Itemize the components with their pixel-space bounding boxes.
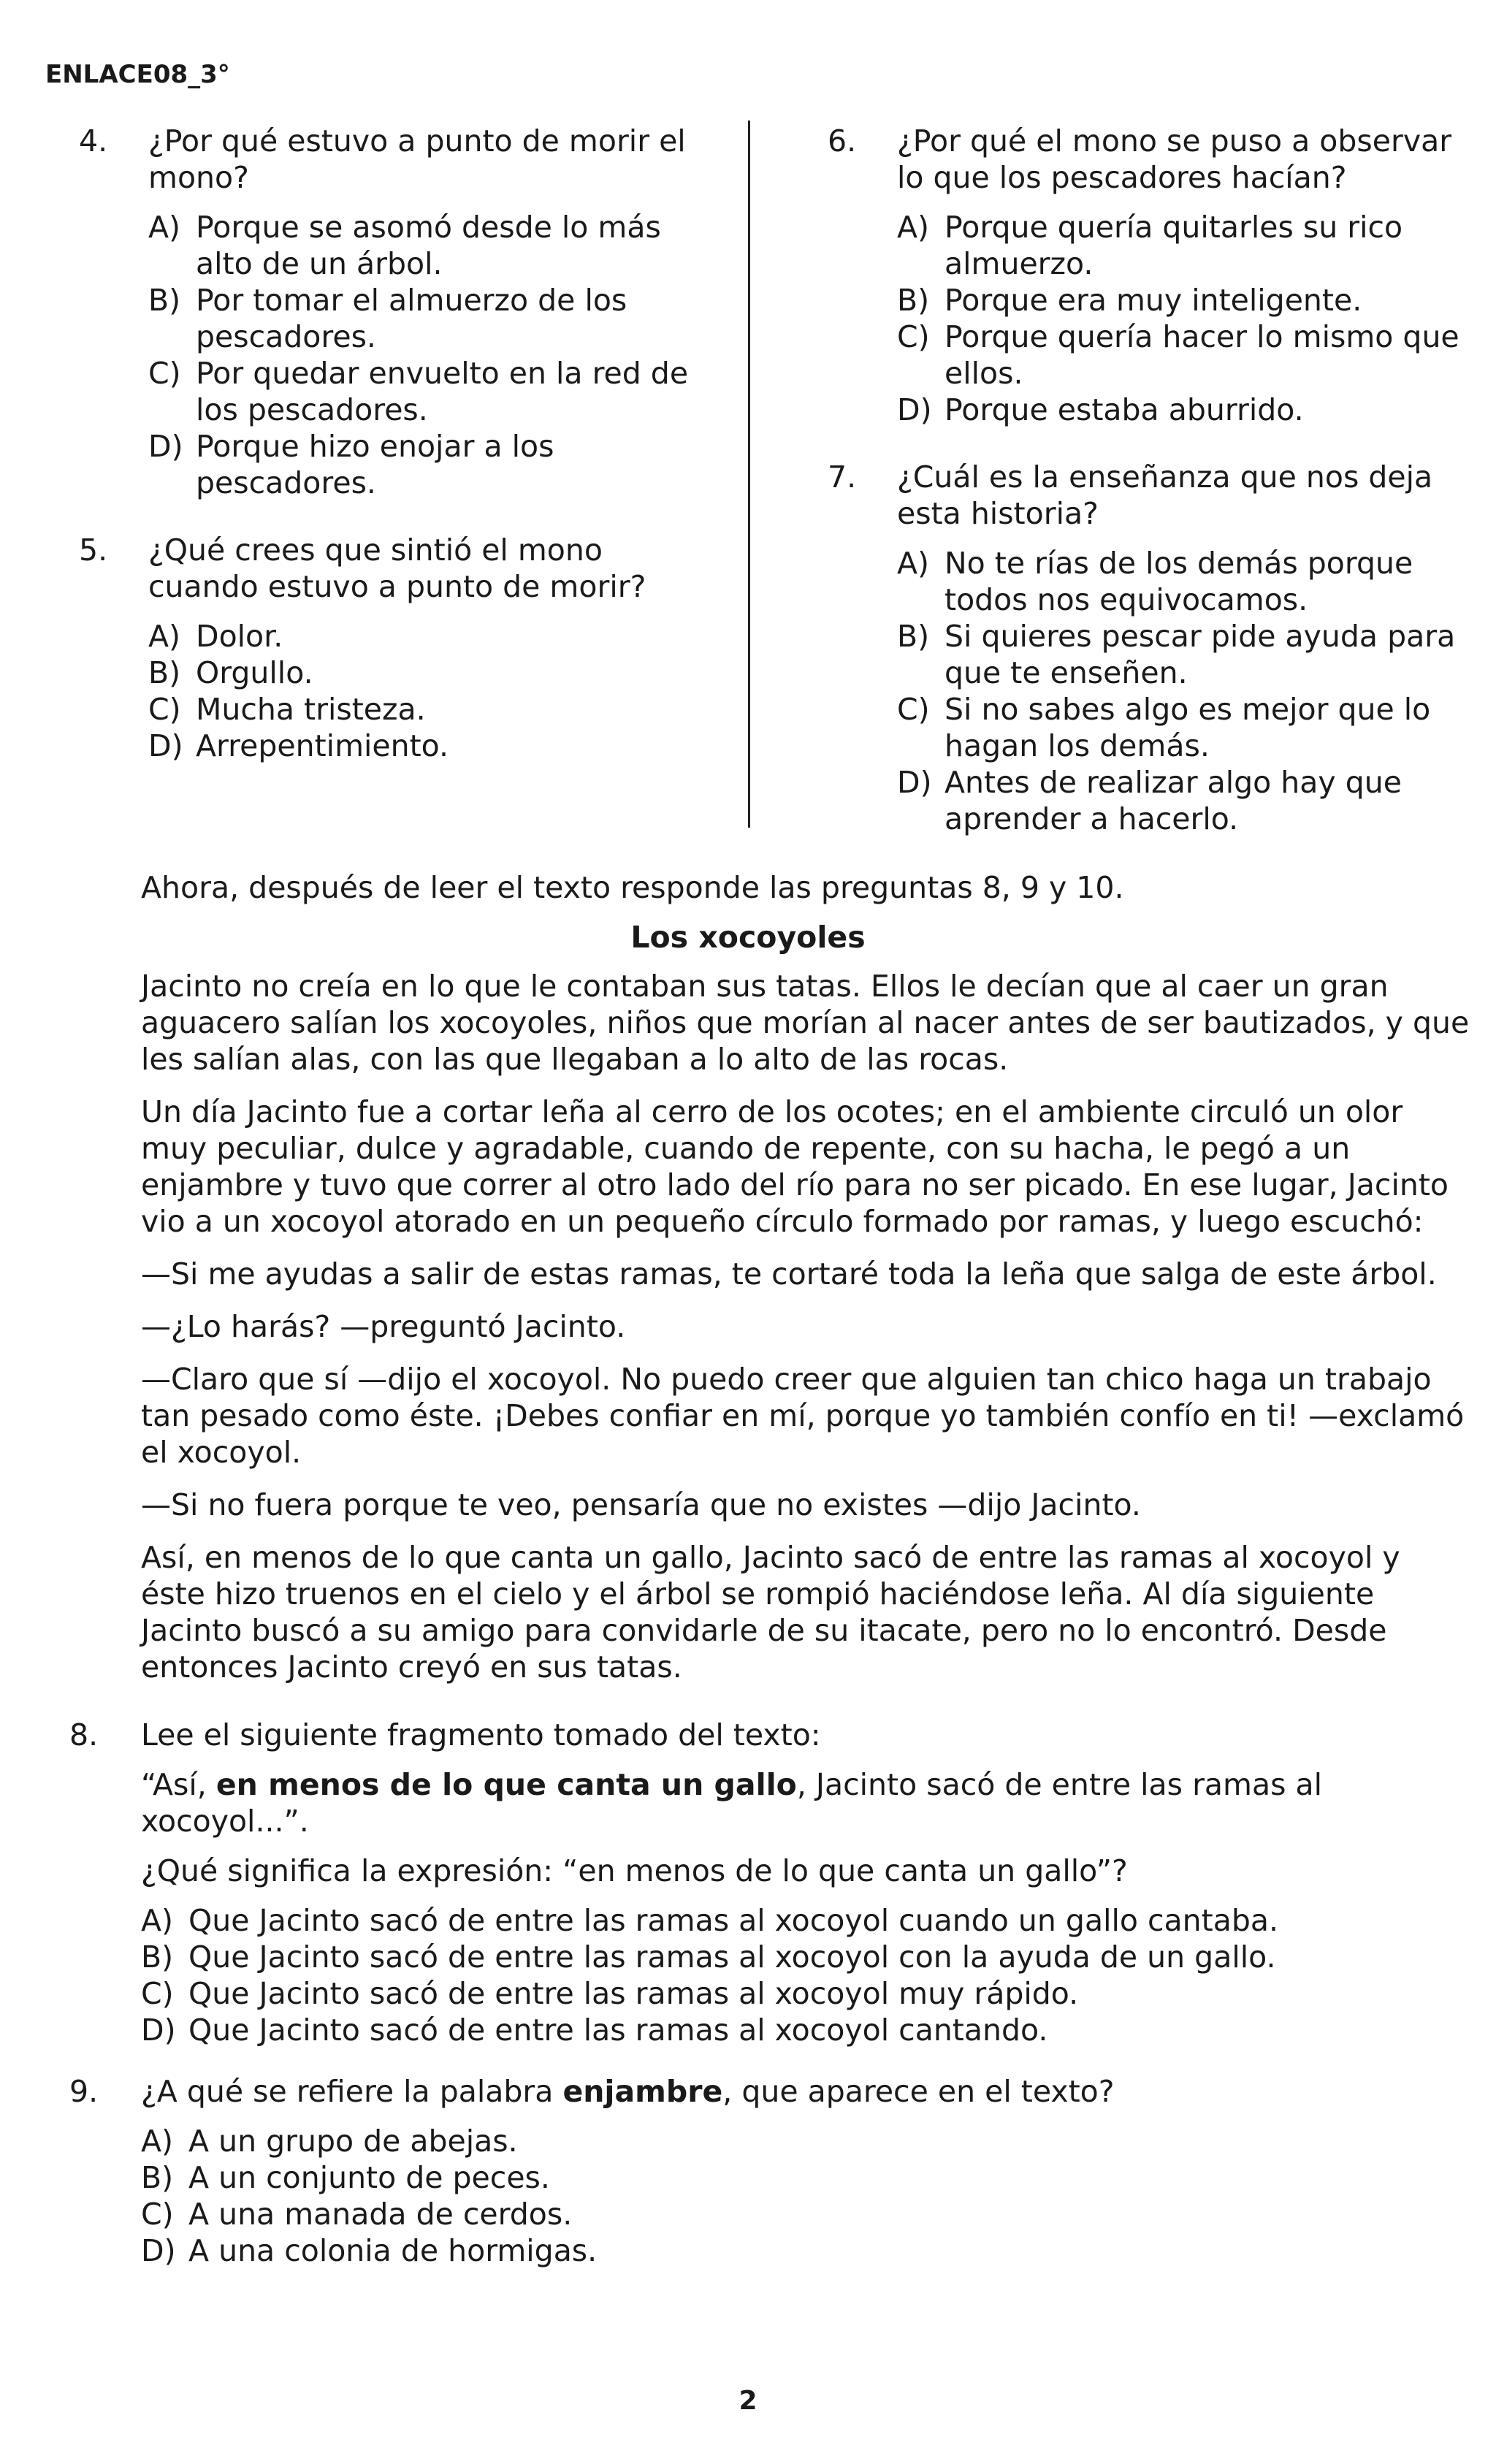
option-d[interactable]: D) Porque estaba aburrido.	[897, 392, 1304, 427]
column-divider	[748, 121, 750, 828]
question-number: 9.	[69, 2074, 99, 2109]
question-number: 4.	[79, 123, 108, 159]
question-5	[79, 532, 722, 764]
option-b[interactable]: B) A un conjunto de peces.	[141, 2160, 550, 2195]
question-text: ¿A qué se refiere la palabra enjambre, que aparece en el texto?	[141, 2074, 1115, 2109]
story-paragraph: —Claro que sí —dijo el xocoyol. No puedo creer que alguien tan chico haga un trabajo tan pesado como éste. ¡Debes confiar en mí, porque yo también confío en ti! —exclamó el xocoyol.	[141, 1362, 1465, 1470]
story-paragraph: Jacinto no creía en lo que le contaban sus tatas. Ellos le decían que al caer un gran aguacero salían los xocoyoles, niños que morían al nacer antes de ser bautizados, y que les salían alas, con las que llegaban a lo alto de las rocas.	[141, 969, 1470, 1077]
question-number: 6.	[828, 123, 857, 159]
question-number: 8.	[69, 1717, 99, 1752]
option-c[interactable]: C) Si no sabes algo es mejor que lo hagan los demás.	[897, 692, 1431, 763]
answer-options	[141, 1902, 1457, 2048]
option-a[interactable]: A) Porque se asomó desde lo más alto de un árbol.	[148, 210, 661, 281]
option-d[interactable]: D) Que Jacinto sacó de entre las ramas al xocoyol cantando.	[141, 2013, 1048, 2048]
option-b[interactable]: B) Orgullo.	[148, 655, 313, 690]
option-b[interactable]: B) Si quieres pescar pide ayuda para que te enseñen.	[897, 619, 1456, 690]
answer-options	[148, 618, 722, 764]
option-a[interactable]: A) Porque quería quitarles su rico almuerzo.	[897, 210, 1403, 281]
option-d[interactable]: D) A una colonia de hormigas.	[141, 2233, 598, 2268]
option-c[interactable]: C) A una manada de cerdos.	[141, 2197, 573, 2232]
option-a[interactable]: A) Que Jacinto sacó de entre las ramas al xocoyol cuando un gallo cantaba.	[141, 1903, 1279, 1938]
quoted-fragment: “Así, en menos de lo que canta un gallo, Jacinto sacó de entre las ramas al xocoyol...”.	[141, 1767, 1323, 1839]
question-7	[828, 459, 1485, 837]
option-b[interactable]: B) Por tomar el almuerzo de los pescadores.	[148, 283, 627, 354]
question-number: 7.	[828, 459, 857, 495]
story-paragraph: —Si no fuera porque te veo, pensaría que no existes —dijo Jacinto.	[141, 1487, 1141, 1522]
question-text: ¿Qué crees que sintió el mono cuando estuvo a punto de morir?	[148, 533, 646, 604]
question-text: ¿Cuál es la enseñanza que nos deja esta historia?	[897, 459, 1433, 531]
highlighted-expression: en menos de lo que canta un gallo	[215, 1767, 797, 1802]
story-text	[141, 968, 1470, 1701]
story-paragraph: —Si me ayudas a salir de estas ramas, te cortaré toda la leña que salga de este árbol.	[141, 1256, 1437, 1292]
option-a[interactable]: A) A un grupo de abejas.	[141, 2124, 518, 2159]
reading-instructions: Ahora, después de leer el texto responde las preguntas 8, 9 y 10.	[141, 870, 1124, 905]
answer-options	[141, 2123, 1457, 2269]
question-number: 5.	[79, 533, 108, 568]
option-b[interactable]: B) Porque era muy inteligente.	[897, 283, 1362, 318]
option-d[interactable]: D) Porque hizo enojar a los pescadores.	[148, 429, 554, 500]
highlighted-word: enjambre	[562, 2074, 723, 2109]
question-text: ¿Por qué el mono se puso a observar lo que los pescadores hacían?	[897, 123, 1452, 195]
option-a[interactable]: A) No te rías de los demás porque todos nos equivocamos.	[897, 546, 1413, 617]
page-number: 2	[739, 2386, 757, 2416]
option-d[interactable]: D) Antes de realizar algo hay que aprender a hacerlo.	[897, 765, 1402, 836]
story-paragraph: Así, en menos de lo que canta un gallo, Jacinto sacó de entre las ramas al xocoyol y éste hizo truenos en el cielo y el árbol se rompió haciéndose leña. Al día siguiente Jacinto buscó a su amigo para convidarle de su itacate, pero no lo encontró. Desde entonces Jacinto creyó en sus tatas.	[141, 1540, 1400, 1685]
right-column	[828, 123, 1485, 837]
option-c[interactable]: C) Por quedar envuelto en la red de los pescadores.	[148, 356, 689, 427]
option-b[interactable]: B) Que Jacinto sacó de entre las ramas al xocoyol con la ayuda de un gallo.	[141, 1939, 1276, 1975]
left-column	[79, 123, 722, 764]
answer-options	[148, 209, 722, 501]
story-paragraph: Un día Jacinto fue a cortar leña al cerro de los ocotes; en el ambiente circuló un olor muy peculiar, dulce y agradable, cuando de repente, con su hacha, le pegó a un enjambre y tuvo que correr al otro lado del río para no ser picado. En ese lugar, Jacinto vio a un xocoyol atorado en un pequeño círculo formado por ramas, y luego escuchó:	[141, 1094, 1449, 1239]
story-title: Los xocoyoles	[630, 920, 866, 955]
answer-options	[897, 209, 1485, 428]
question-6	[828, 123, 1485, 428]
answer-options	[897, 545, 1485, 837]
question-9	[69, 2073, 1457, 2269]
option-d[interactable]: D) Arrepentimiento.	[148, 728, 449, 763]
question-8	[69, 1717, 1457, 2048]
option-c[interactable]: C) Porque quería hacer lo mismo que ellos.	[897, 319, 1459, 391]
option-a[interactable]: A) Dolor.	[148, 619, 283, 654]
story-paragraph: —¿Lo harás? —preguntó Jacinto.	[141, 1309, 626, 1344]
option-c[interactable]: C) Mucha tristeza.	[148, 692, 426, 727]
question-prompt: ¿Qué significa la expresión: “en menos de lo que canta un gallo”?	[141, 1853, 1128, 1888]
question-4	[79, 123, 722, 501]
question-text: Lee el siguiente fragmento tomado del texto:	[141, 1717, 821, 1752]
question-text: ¿Por qué estuvo a punto de morir el mono?	[148, 123, 686, 195]
option-c[interactable]: C) Que Jacinto sacó de entre las ramas al xocoyol muy rápido.	[141, 1976, 1079, 2011]
document-header: ENLACE08_3°	[45, 60, 230, 89]
